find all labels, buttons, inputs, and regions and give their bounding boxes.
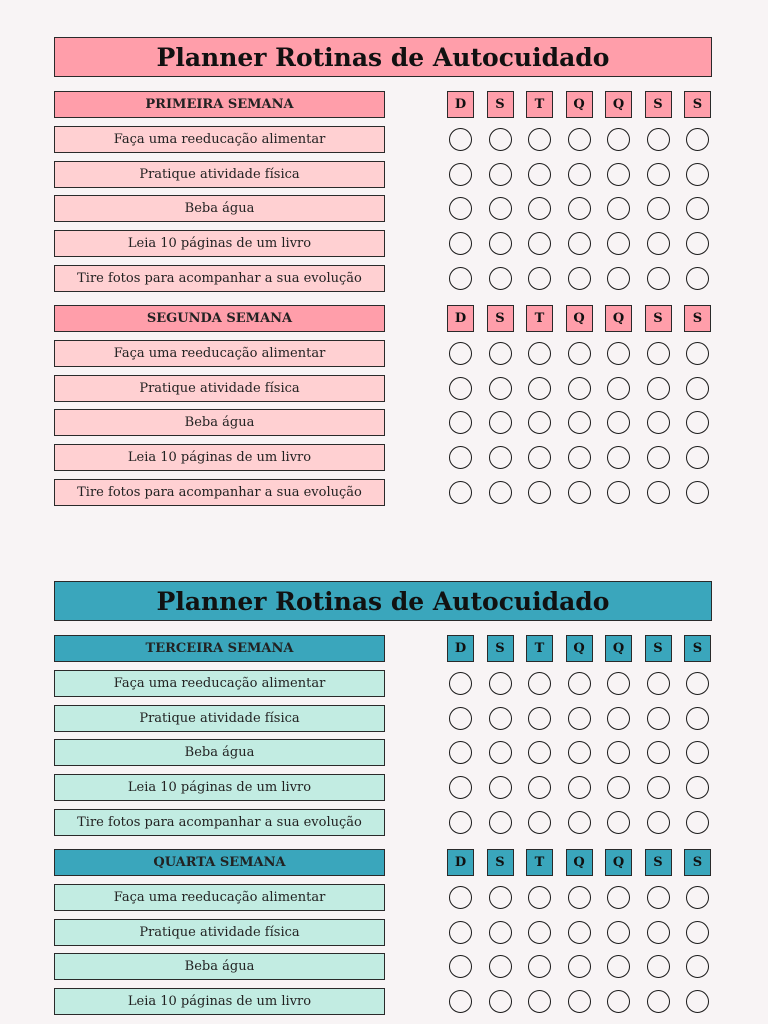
day-checkbox[interactable] [489, 811, 512, 834]
day-checkbox[interactable] [686, 921, 709, 944]
day-checkbox[interactable] [647, 197, 670, 220]
task-label: Tire fotos para acompanhar a sua evolução [54, 265, 385, 292]
day-checkbox[interactable] [489, 163, 512, 186]
day-checkbox[interactable] [489, 128, 512, 151]
day-checkbox[interactable] [607, 267, 630, 290]
day-checkbox[interactable] [568, 411, 591, 434]
day-checkbox[interactable] [647, 741, 670, 764]
day-checkbox[interactable] [686, 741, 709, 764]
day-checkbox[interactable] [568, 163, 591, 186]
day-checkbox[interactable] [489, 342, 512, 365]
day-checkbox[interactable] [449, 741, 472, 764]
day-header: D [447, 91, 474, 118]
day-checkbox[interactable] [686, 267, 709, 290]
day-checkbox[interactable] [489, 267, 512, 290]
day-checkbox[interactable] [647, 377, 670, 400]
task-label: Beba água [54, 409, 385, 436]
day-header: S [684, 849, 711, 876]
task-label: Faça uma reeducação alimentar [54, 126, 385, 153]
day-checkbox[interactable] [568, 197, 591, 220]
day-header: Q [605, 635, 632, 662]
day-checkbox[interactable] [647, 955, 670, 978]
day-header: T [526, 635, 553, 662]
day-checkbox[interactable] [607, 411, 630, 434]
day-checkbox[interactable] [607, 128, 630, 151]
day-checkbox[interactable] [449, 267, 472, 290]
day-header: S [487, 849, 514, 876]
day-checkbox[interactable] [449, 886, 472, 909]
day-checkbox[interactable] [449, 672, 472, 695]
planner-title: Planner Rotinas de Autocuidado [54, 37, 712, 77]
day-checkbox[interactable] [568, 377, 591, 400]
day-checkbox[interactable] [607, 990, 630, 1013]
day-checkbox[interactable] [449, 707, 472, 730]
day-checkbox[interactable] [607, 377, 630, 400]
day-checkbox[interactable] [528, 672, 551, 695]
day-checkbox[interactable] [686, 377, 709, 400]
day-checkbox[interactable] [568, 990, 591, 1013]
day-checkbox[interactable] [449, 811, 472, 834]
day-checkbox[interactable] [607, 955, 630, 978]
day-checkbox[interactable] [607, 672, 630, 695]
task-label: Pratique atividade física [54, 161, 385, 188]
day-header: S [645, 635, 672, 662]
day-checkbox[interactable] [528, 886, 551, 909]
day-checkbox[interactable] [647, 707, 670, 730]
day-checkbox[interactable] [686, 411, 709, 434]
day-checkbox[interactable] [568, 342, 591, 365]
day-checkbox[interactable] [607, 342, 630, 365]
day-checkbox[interactable] [607, 446, 630, 469]
day-checkbox[interactable] [449, 955, 472, 978]
planner-title: Planner Rotinas de Autocuidado [54, 581, 712, 621]
day-checkbox[interactable] [489, 197, 512, 220]
task-label: Faça uma reeducação alimentar [54, 340, 385, 367]
day-checkbox[interactable] [528, 481, 551, 504]
day-header: S [684, 305, 711, 332]
day-checkbox[interactable] [647, 672, 670, 695]
task-label: Leia 10 páginas de um livro [54, 444, 385, 471]
day-checkbox[interactable] [686, 672, 709, 695]
day-checkbox[interactable] [568, 128, 591, 151]
day-checkbox[interactable] [647, 342, 670, 365]
day-checkbox[interactable] [647, 128, 670, 151]
day-checkbox[interactable] [647, 411, 670, 434]
day-header: S [487, 91, 514, 118]
day-checkbox[interactable] [528, 955, 551, 978]
day-checkbox[interactable] [449, 990, 472, 1013]
day-checkbox[interactable] [449, 163, 472, 186]
day-checkbox[interactable] [647, 446, 670, 469]
day-checkbox[interactable] [489, 232, 512, 255]
day-header: Q [566, 849, 593, 876]
task-label: Faça uma reeducação alimentar [54, 884, 385, 911]
day-checkbox[interactable] [568, 811, 591, 834]
day-checkbox[interactable] [607, 232, 630, 255]
day-checkbox[interactable] [607, 707, 630, 730]
day-header: S [645, 305, 672, 332]
day-checkbox[interactable] [607, 197, 630, 220]
task-label: Beba água [54, 195, 385, 222]
day-checkbox[interactable] [686, 197, 709, 220]
day-checkbox[interactable] [528, 128, 551, 151]
day-checkbox[interactable] [489, 741, 512, 764]
day-checkbox[interactable] [568, 921, 591, 944]
day-checkbox[interactable] [686, 886, 709, 909]
day-checkbox[interactable] [489, 886, 512, 909]
day-checkbox[interactable] [647, 886, 670, 909]
day-checkbox[interactable] [449, 232, 472, 255]
day-header: S [684, 635, 711, 662]
day-checkbox[interactable] [449, 197, 472, 220]
task-label: Tire fotos para acompanhar a sua evolução [54, 479, 385, 506]
week-title: QUARTA SEMANA [54, 849, 385, 876]
day-header: S [684, 91, 711, 118]
week-title: SEGUNDA SEMANA [54, 305, 385, 332]
day-checkbox[interactable] [686, 128, 709, 151]
day-checkbox[interactable] [528, 741, 551, 764]
day-checkbox[interactable] [647, 163, 670, 186]
day-checkbox[interactable] [449, 411, 472, 434]
day-header: Q [566, 305, 593, 332]
task-label: Leia 10 páginas de um livro [54, 988, 385, 1015]
day-header: T [526, 305, 553, 332]
day-checkbox[interactable] [489, 411, 512, 434]
week-title: TERCEIRA SEMANA [54, 635, 385, 662]
day-checkbox[interactable] [528, 411, 551, 434]
day-checkbox[interactable] [686, 776, 709, 799]
task-label: Pratique atividade física [54, 375, 385, 402]
day-header: D [447, 849, 474, 876]
day-header: Q [605, 849, 632, 876]
day-checkbox[interactable] [568, 886, 591, 909]
day-checkbox[interactable] [489, 672, 512, 695]
task-label: Beba água [54, 739, 385, 766]
day-checkbox[interactable] [449, 377, 472, 400]
task-label: Pratique atividade física [54, 919, 385, 946]
day-header: Q [605, 305, 632, 332]
day-checkbox[interactable] [607, 741, 630, 764]
day-checkbox[interactable] [449, 446, 472, 469]
day-checkbox[interactable] [686, 342, 709, 365]
day-checkbox[interactable] [647, 811, 670, 834]
day-header: Q [566, 91, 593, 118]
day-checkbox[interactable] [568, 955, 591, 978]
day-checkbox[interactable] [449, 921, 472, 944]
day-header: T [526, 849, 553, 876]
day-checkbox[interactable] [489, 990, 512, 1013]
day-header: S [487, 635, 514, 662]
day-header: D [447, 305, 474, 332]
week-title: PRIMEIRA SEMANA [54, 91, 385, 118]
day-checkbox[interactable] [568, 741, 591, 764]
day-checkbox[interactable] [686, 811, 709, 834]
day-checkbox[interactable] [489, 377, 512, 400]
day-checkbox[interactable] [489, 921, 512, 944]
day-checkbox[interactable] [647, 776, 670, 799]
day-checkbox[interactable] [647, 267, 670, 290]
day-checkbox[interactable] [449, 776, 472, 799]
day-header: S [645, 91, 672, 118]
day-checkbox[interactable] [686, 707, 709, 730]
day-checkbox[interactable] [528, 197, 551, 220]
day-checkbox[interactable] [449, 481, 472, 504]
day-header: T [526, 91, 553, 118]
day-checkbox[interactable] [686, 481, 709, 504]
day-checkbox[interactable] [568, 446, 591, 469]
task-label: Leia 10 páginas de um livro [54, 230, 385, 257]
day-checkbox[interactable] [489, 446, 512, 469]
day-checkbox[interactable] [568, 672, 591, 695]
day-checkbox[interactable] [568, 232, 591, 255]
day-checkbox[interactable] [686, 232, 709, 255]
task-label: Beba água [54, 953, 385, 980]
day-checkbox[interactable] [647, 921, 670, 944]
day-checkbox[interactable] [489, 707, 512, 730]
day-checkbox[interactable] [607, 921, 630, 944]
day-checkbox[interactable] [528, 342, 551, 365]
day-checkbox[interactable] [686, 990, 709, 1013]
day-checkbox[interactable] [686, 163, 709, 186]
day-checkbox[interactable] [686, 955, 709, 978]
day-checkbox[interactable] [528, 163, 551, 186]
day-checkbox[interactable] [489, 481, 512, 504]
day-checkbox[interactable] [568, 481, 591, 504]
day-checkbox[interactable] [449, 128, 472, 151]
day-checkbox[interactable] [607, 481, 630, 504]
day-checkbox[interactable] [647, 990, 670, 1013]
day-checkbox[interactable] [568, 707, 591, 730]
day-checkbox[interactable] [647, 232, 670, 255]
day-checkbox[interactable] [528, 707, 551, 730]
day-checkbox[interactable] [449, 342, 472, 365]
day-checkbox[interactable] [686, 446, 709, 469]
day-checkbox[interactable] [528, 990, 551, 1013]
day-header: Q [566, 635, 593, 662]
day-header: Q [605, 91, 632, 118]
day-checkbox[interactable] [528, 811, 551, 834]
day-checkbox[interactable] [568, 776, 591, 799]
day-checkbox[interactable] [568, 267, 591, 290]
day-checkbox[interactable] [607, 886, 630, 909]
day-checkbox[interactable] [647, 481, 670, 504]
day-checkbox[interactable] [528, 776, 551, 799]
task-label: Faça uma reeducação alimentar [54, 670, 385, 697]
task-label: Leia 10 páginas de um livro [54, 774, 385, 801]
day-checkbox[interactable] [528, 377, 551, 400]
day-checkbox[interactable] [528, 267, 551, 290]
day-header: S [645, 849, 672, 876]
day-checkbox[interactable] [528, 921, 551, 944]
task-label: Pratique atividade física [54, 705, 385, 732]
day-header: S [487, 305, 514, 332]
day-checkbox[interactable] [489, 955, 512, 978]
day-checkbox[interactable] [607, 811, 630, 834]
day-checkbox[interactable] [607, 163, 630, 186]
day-header: D [447, 635, 474, 662]
day-checkbox[interactable] [528, 446, 551, 469]
day-checkbox[interactable] [607, 776, 630, 799]
task-label: Tire fotos para acompanhar a sua evolução [54, 809, 385, 836]
day-checkbox[interactable] [489, 776, 512, 799]
day-checkbox[interactable] [528, 232, 551, 255]
